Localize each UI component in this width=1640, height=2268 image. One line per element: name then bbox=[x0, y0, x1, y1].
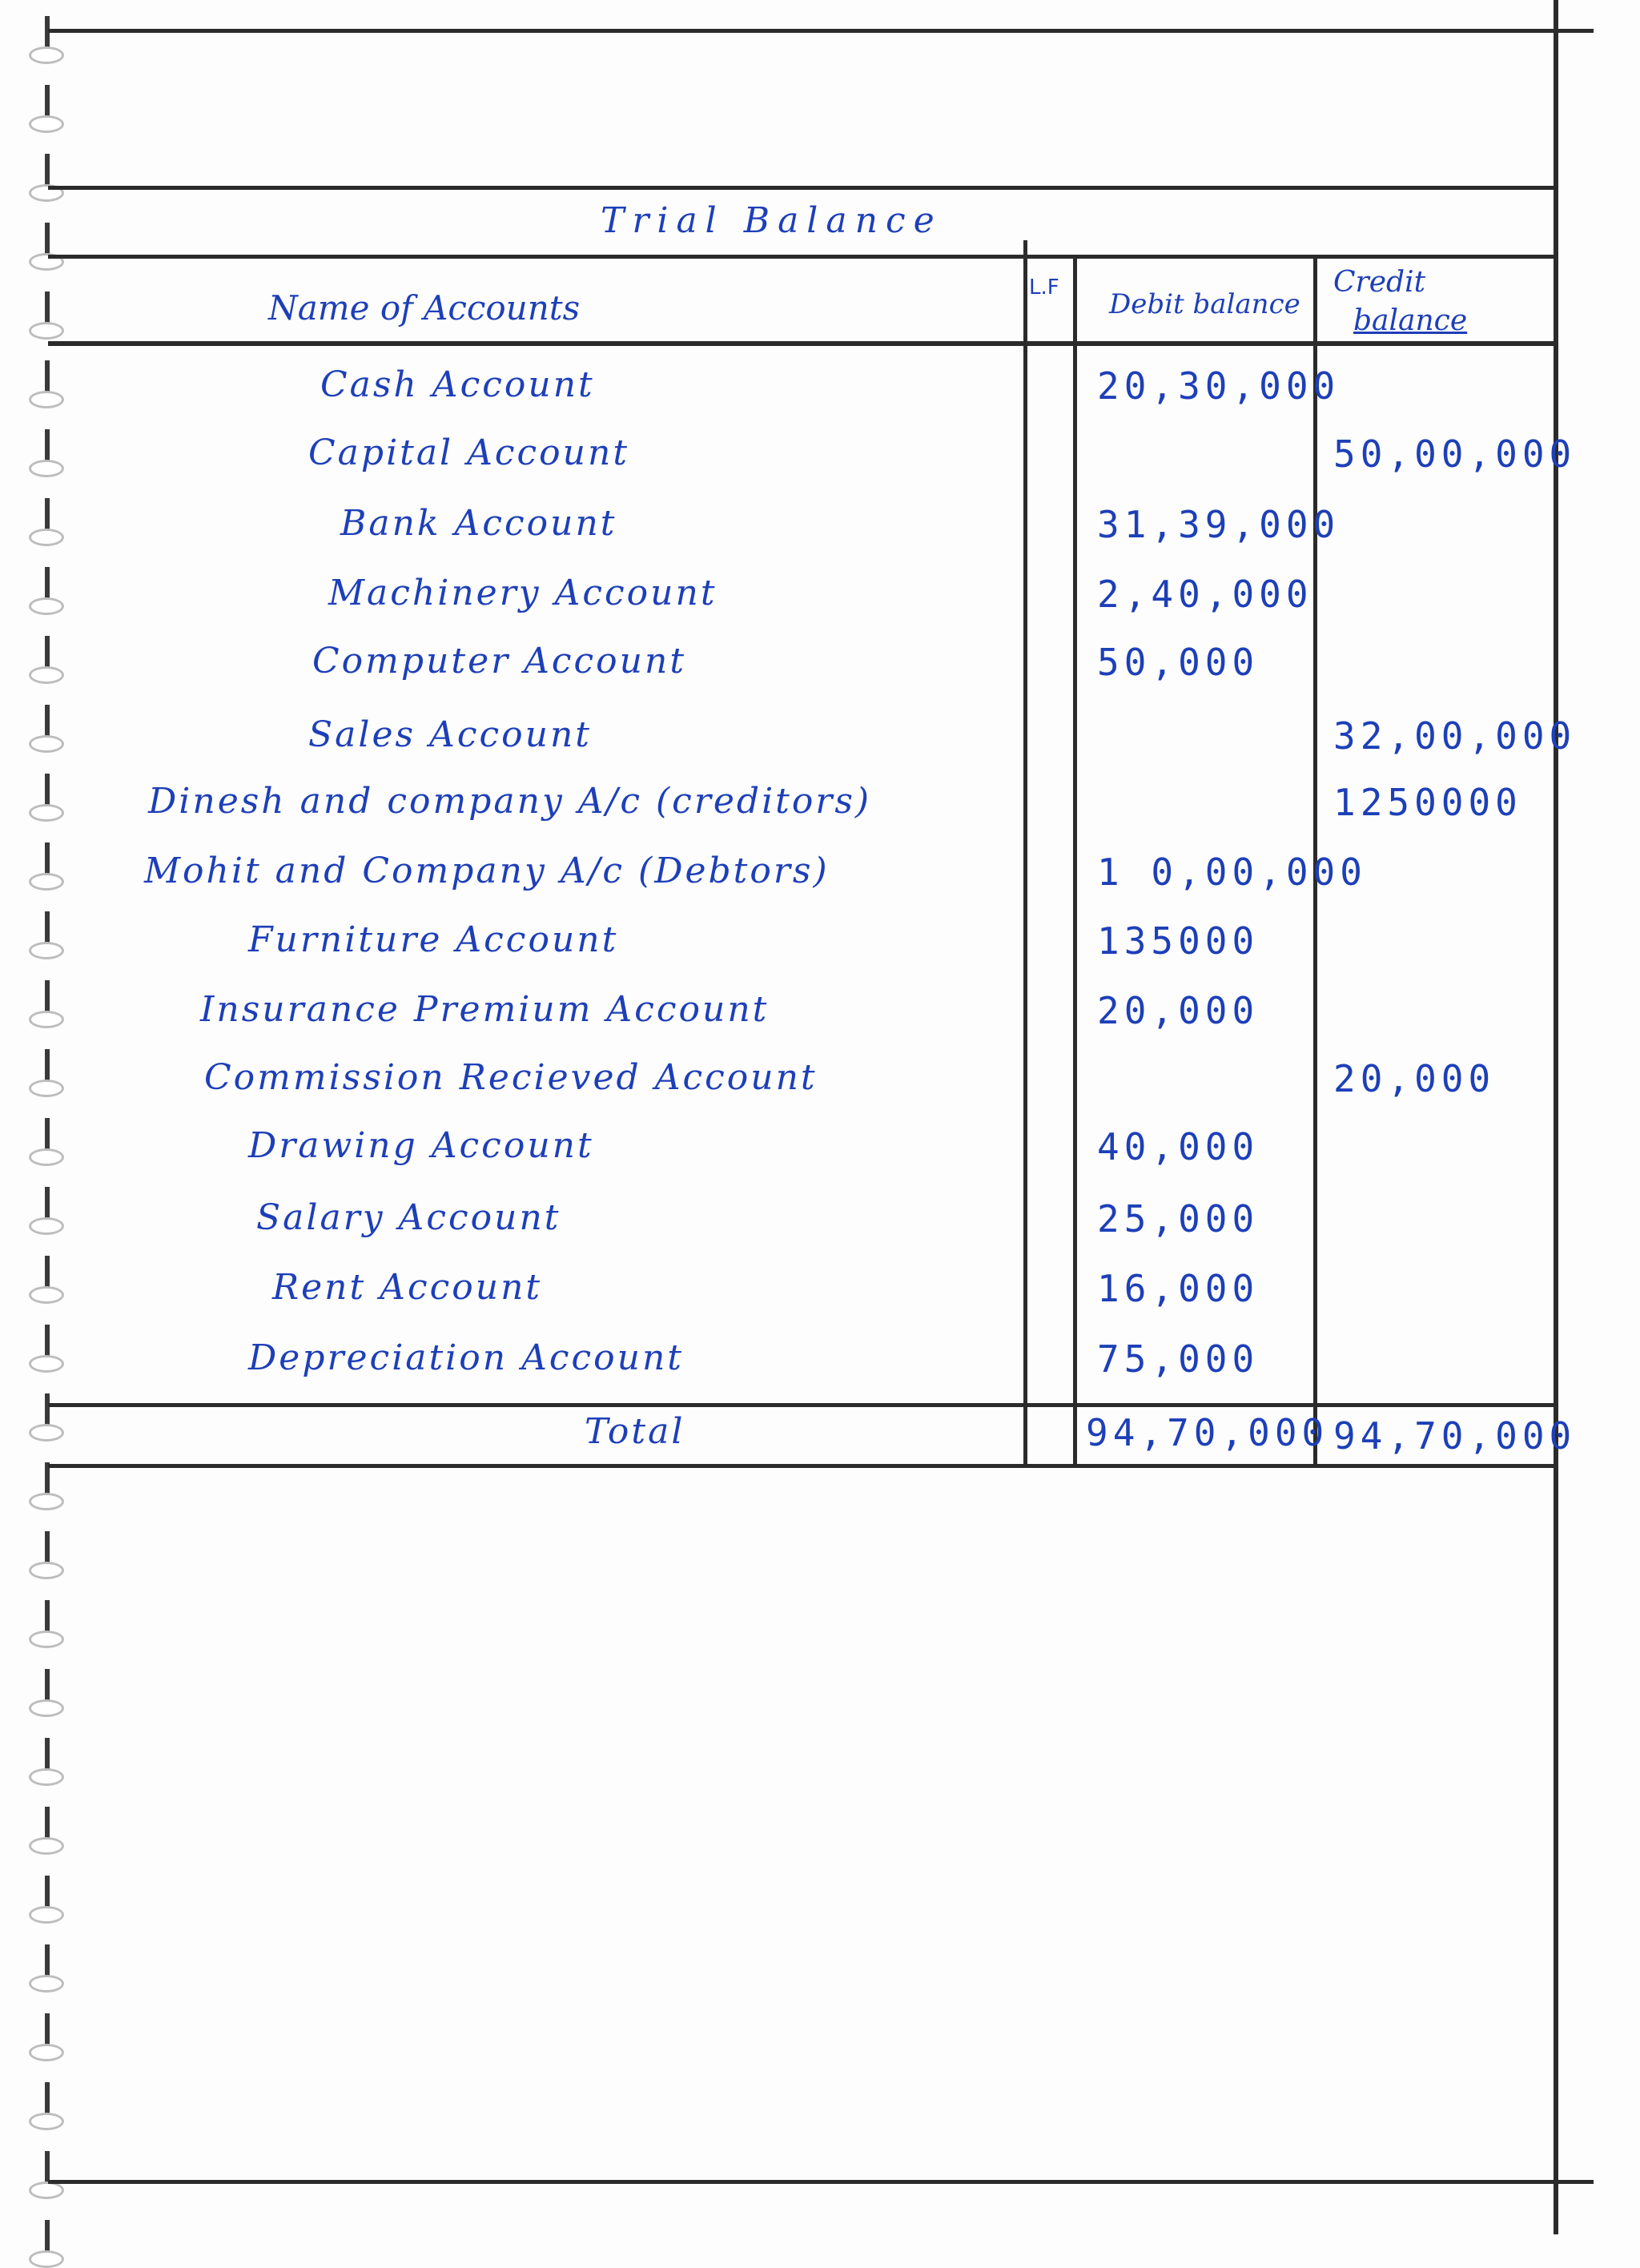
account-name: Furniture Account bbox=[248, 919, 619, 960]
rule-above-title bbox=[48, 186, 1554, 190]
account-name: Capital Account bbox=[308, 432, 630, 473]
right-margin-rule bbox=[1554, 0, 1558, 2234]
account-name: Commission Recieved Account bbox=[204, 1057, 818, 1098]
spiral-ring bbox=[18, 1600, 74, 1648]
spiral-ring bbox=[18, 2220, 74, 2268]
debit-amount: 20,30,000 bbox=[1097, 364, 1341, 408]
credit-amount: 20,000 bbox=[1333, 1057, 1496, 1100]
spiral-ring bbox=[18, 1118, 74, 1166]
account-name: Computer Account bbox=[312, 641, 687, 682]
debit-amount: 16,000 bbox=[1097, 1267, 1260, 1310]
page-title: Trial Balance bbox=[601, 200, 943, 241]
credit-amount: 1250000 bbox=[1333, 781, 1522, 824]
credit-amount: 32,00,000 bbox=[1333, 714, 1577, 758]
rule-below-total bbox=[48, 1464, 1554, 1468]
debit-amount: 135000 bbox=[1097, 919, 1260, 963]
account-name: Insurance Premium Account bbox=[200, 989, 770, 1030]
spiral-ring bbox=[18, 705, 74, 753]
debit-amount: 1 0,00,000 bbox=[1097, 850, 1367, 894]
spiral-ring bbox=[18, 1531, 74, 1579]
debit-amount: 31,39,000 bbox=[1097, 503, 1341, 546]
total-credit: 94,70,000 bbox=[1333, 1414, 1577, 1458]
header-debit-balance: Debit balance bbox=[1109, 288, 1300, 320]
spiral-ring bbox=[18, 223, 74, 271]
account-name: Salary Account bbox=[256, 1197, 561, 1238]
spiral-ring bbox=[18, 1187, 74, 1235]
spiral-ring bbox=[18, 360, 74, 408]
spiral-ring bbox=[18, 980, 74, 1028]
spiral-ring bbox=[18, 1049, 74, 1097]
spiral-ring bbox=[18, 2151, 74, 2199]
lf-left-rule bbox=[1023, 240, 1027, 1466]
rule-above-total bbox=[48, 1403, 1554, 1407]
rule-below-header bbox=[48, 341, 1554, 346]
lf-right-rule bbox=[1073, 256, 1077, 1466]
spiral-ring bbox=[18, 1256, 74, 1304]
account-name: Drawing Account bbox=[248, 1125, 594, 1166]
spiral-ring bbox=[18, 567, 74, 615]
header-credit-line2: balance bbox=[1353, 304, 1468, 337]
spiral-ring bbox=[18, 636, 74, 684]
spiral-binding bbox=[0, 0, 88, 2259]
spiral-ring bbox=[18, 1669, 74, 1717]
spiral-ring bbox=[18, 1738, 74, 1786]
debit-amount: 40,000 bbox=[1097, 1125, 1260, 1168]
total-label: Total bbox=[585, 1411, 685, 1452]
spiral-ring bbox=[18, 1807, 74, 1855]
bottom-rule bbox=[48, 2180, 1594, 2184]
spiral-ring bbox=[18, 911, 74, 959]
header-credit-line1: Credit bbox=[1333, 266, 1426, 299]
account-name: Cash Account bbox=[320, 364, 595, 405]
top-rule bbox=[48, 29, 1594, 33]
spiral-ring bbox=[18, 292, 74, 340]
account-name: Bank Account bbox=[340, 503, 617, 544]
spiral-ring bbox=[18, 1876, 74, 1924]
account-name: Dinesh and company A/c (creditors) bbox=[148, 781, 872, 822]
spiral-ring bbox=[18, 2082, 74, 2130]
spiral-ring bbox=[18, 842, 74, 891]
spiral-ring bbox=[18, 85, 74, 133]
debit-amount: 75,000 bbox=[1097, 1337, 1260, 1381]
total-debit: 94,70,000 bbox=[1086, 1411, 1329, 1454]
spiral-ring bbox=[18, 2013, 74, 2061]
account-name: Sales Account bbox=[308, 714, 592, 755]
account-name: Depreciation Account bbox=[248, 1337, 684, 1378]
debit-amount: 25,000 bbox=[1097, 1197, 1260, 1241]
debit-amount: 20,000 bbox=[1097, 989, 1260, 1032]
spiral-ring bbox=[18, 774, 74, 822]
spiral-ring bbox=[18, 1393, 74, 1442]
credit-amount: 50,00,000 bbox=[1333, 432, 1577, 476]
spiral-ring bbox=[18, 498, 74, 546]
header-name-of-accounts: Name of Accounts bbox=[268, 288, 581, 328]
debit-amount: 2,40,000 bbox=[1097, 573, 1313, 616]
header-lf: L.F bbox=[1029, 275, 1059, 300]
spiral-ring bbox=[18, 16, 74, 64]
spiral-ring bbox=[18, 429, 74, 477]
account-name: Rent Account bbox=[272, 1267, 543, 1308]
spiral-ring bbox=[18, 1325, 74, 1373]
spiral-ring bbox=[18, 1462, 74, 1510]
account-name: Machinery Account bbox=[328, 573, 718, 613]
account-name: Mohit and Company A/c (Debtors) bbox=[144, 850, 830, 891]
debit-amount: 50,000 bbox=[1097, 641, 1260, 684]
spiral-ring bbox=[18, 1944, 74, 1993]
spiral-ring bbox=[18, 154, 74, 202]
